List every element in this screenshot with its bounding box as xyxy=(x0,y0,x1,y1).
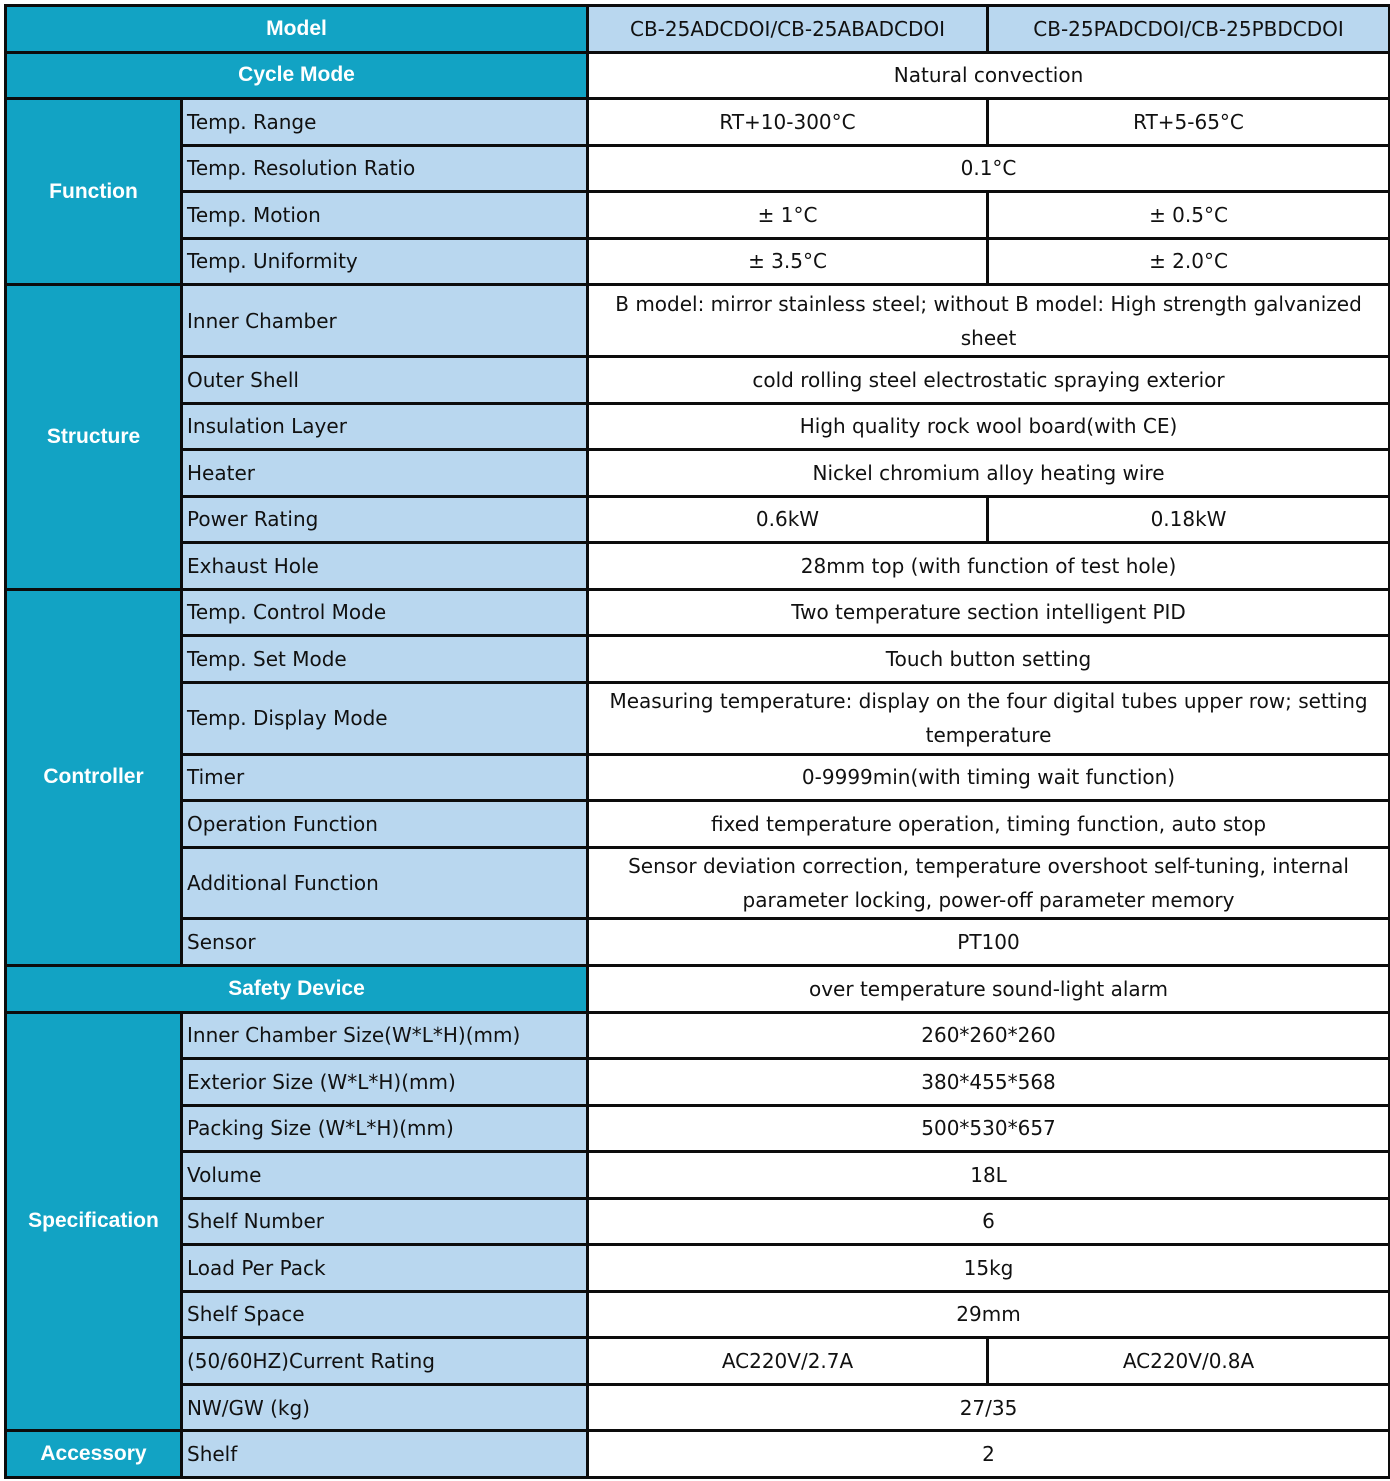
row-heater xyxy=(6,450,1390,497)
display-mode-value: Measuring temperature: display on the four digital tubes upper row; setting temperature xyxy=(588,682,1390,754)
volume-value: 18L xyxy=(588,1152,1390,1199)
temp-range-a: RT+10-300°C xyxy=(588,99,988,146)
row-safety-device xyxy=(6,965,1390,1012)
model-b: CB-25PADCDOI/CB-25PBDCDOI xyxy=(988,6,1390,53)
temp-range-b: RT+5-65°C xyxy=(988,99,1390,146)
model-a: CB-25ADCDOI/CB-25ABADCDOI xyxy=(588,6,988,53)
function-group-label: Function xyxy=(6,99,182,285)
row-accessory-shelf xyxy=(6,1431,1390,1478)
shelf-space-label: Shelf Space xyxy=(182,1291,588,1338)
inner-size-label: Inner Chamber Size(W*L*H)(mm) xyxy=(182,1012,588,1059)
timer-label: Timer xyxy=(182,754,588,801)
exhaust-hole-label: Exhaust Hole xyxy=(182,543,588,590)
row-inner-chamber xyxy=(6,285,1390,357)
row-display-mode xyxy=(6,682,1390,754)
inner-size-value: 260*260*260 xyxy=(588,1012,1390,1059)
temp-uniformity-b: ± 2.0°C xyxy=(988,238,1390,285)
row-volume xyxy=(6,1152,1390,1199)
row-timer xyxy=(6,754,1390,801)
model-label: Model xyxy=(6,6,588,53)
inner-chamber-label: Inner Chamber xyxy=(182,285,588,357)
row-shelf-space xyxy=(6,1291,1390,1338)
row-shelf-number xyxy=(6,1198,1390,1245)
packing-size-label: Packing Size (W*L*H)(mm) xyxy=(182,1105,588,1152)
row-packing-size xyxy=(6,1105,1390,1152)
heater-value: Nickel chromium alloy heating wire xyxy=(588,450,1390,497)
row-power-rating xyxy=(6,496,1390,543)
row-nw-gw xyxy=(6,1384,1390,1431)
volume-label: Volume xyxy=(182,1152,588,1199)
row-temp-uniformity xyxy=(6,238,1390,285)
shelf-number-value: 6 xyxy=(588,1198,1390,1245)
current-rating-label: (50/60HZ)Current Rating xyxy=(182,1338,588,1385)
row-temp-range xyxy=(6,99,1390,146)
current-rating-b: AC220V/0.8A xyxy=(988,1338,1390,1385)
accessory-group-label: Accessory xyxy=(6,1431,182,1478)
safety-device-value: over temperature sound-light alarm xyxy=(588,965,1390,1012)
safety-device-label: Safety Device xyxy=(6,965,588,1012)
temp-motion-b: ± 0.5°C xyxy=(988,192,1390,239)
additional-function-value: Sensor deviation correction, temperature overshoot self-tuning, internal parameter locking, power-off parameter memory xyxy=(588,847,1390,919)
row-temp-resolution xyxy=(6,145,1390,192)
row-inner-size xyxy=(6,1012,1390,1059)
structure-group-label: Structure xyxy=(6,285,182,589)
timer-value: 0-9999min(with timing wait function) xyxy=(588,754,1390,801)
load-per-pack-label: Load Per Pack xyxy=(182,1245,588,1292)
control-mode-label: Temp. Control Mode xyxy=(182,589,588,636)
controller-group-label: Controller xyxy=(6,589,182,965)
power-rating-a: 0.6kW xyxy=(588,496,988,543)
control-mode-value: Two temperature section intelligent PID xyxy=(588,589,1390,636)
row-set-mode xyxy=(6,636,1390,683)
row-insulation xyxy=(6,403,1390,450)
operation-function-value: fixed temperature operation, timing function, auto stop xyxy=(588,801,1390,848)
accessory-shelf-value: 2 xyxy=(588,1431,1390,1478)
shelf-number-label: Shelf Number xyxy=(182,1198,588,1245)
cycle-mode-label: Cycle Mode xyxy=(6,52,588,99)
insulation-value: High quality rock wool board(with CE) xyxy=(588,403,1390,450)
nw-gw-value: 27/35 xyxy=(588,1384,1390,1431)
power-rating-b: 0.18kW xyxy=(988,496,1390,543)
temp-resolution-value: 0.1°C xyxy=(588,145,1390,192)
temp-uniformity-label: Temp. Uniformity xyxy=(182,238,588,285)
sensor-value: PT100 xyxy=(588,919,1390,966)
row-current-rating xyxy=(6,1338,1390,1385)
sensor-label: Sensor xyxy=(182,919,588,966)
set-mode-label: Temp. Set Mode xyxy=(182,636,588,683)
row-cycle-mode xyxy=(6,52,1390,99)
inner-chamber-value: B model: mirror stainless steel; without B model: High strength galvanized sheet xyxy=(588,285,1390,357)
current-rating-a: AC220V/2.7A xyxy=(588,1338,988,1385)
outer-shell-label: Outer Shell xyxy=(182,357,588,404)
row-load-per-pack xyxy=(6,1245,1390,1292)
row-sensor xyxy=(6,919,1390,966)
exterior-size-value: 380*455*568 xyxy=(588,1059,1390,1106)
exterior-size-label: Exterior Size (W*L*H)(mm) xyxy=(182,1059,588,1106)
shelf-space-value: 29mm xyxy=(588,1291,1390,1338)
nw-gw-label: NW/GW (kg) xyxy=(182,1384,588,1431)
row-additional-function xyxy=(6,847,1390,919)
row-exhaust-hole xyxy=(6,543,1390,590)
power-rating-label: Power Rating xyxy=(182,496,588,543)
specification-group-label: Specification xyxy=(6,1012,182,1431)
insulation-label: Insulation Layer xyxy=(182,403,588,450)
operation-function-label: Operation Function xyxy=(182,801,588,848)
exhaust-hole-value: 28mm top (with function of test hole) xyxy=(588,543,1390,590)
display-mode-label: Temp. Display Mode xyxy=(182,682,588,754)
cycle-mode-value: Natural convection xyxy=(588,52,1390,99)
row-exterior-size xyxy=(6,1059,1390,1106)
load-per-pack-value: 15kg xyxy=(588,1245,1390,1292)
row-model xyxy=(6,6,1390,53)
row-control-mode xyxy=(6,589,1390,636)
spec-table xyxy=(4,4,1390,1479)
additional-function-label: Additional Function xyxy=(182,847,588,919)
set-mode-value: Touch button setting xyxy=(588,636,1390,683)
row-outer-shell xyxy=(6,357,1390,404)
row-operation-function xyxy=(6,801,1390,848)
row-temp-motion xyxy=(6,192,1390,239)
temp-motion-a: ± 1°C xyxy=(588,192,988,239)
packing-size-value: 500*530*657 xyxy=(588,1105,1390,1152)
temp-uniformity-a: ± 3.5°C xyxy=(588,238,988,285)
heater-label: Heater xyxy=(182,450,588,497)
outer-shell-value: cold rolling steel electrostatic spraying exterior xyxy=(588,357,1390,404)
temp-range-label: Temp. Range xyxy=(182,99,588,146)
temp-resolution-label: Temp. Resolution Ratio xyxy=(182,145,588,192)
accessory-shelf-label: Shelf xyxy=(182,1431,588,1478)
temp-motion-label: Temp. Motion xyxy=(182,192,588,239)
